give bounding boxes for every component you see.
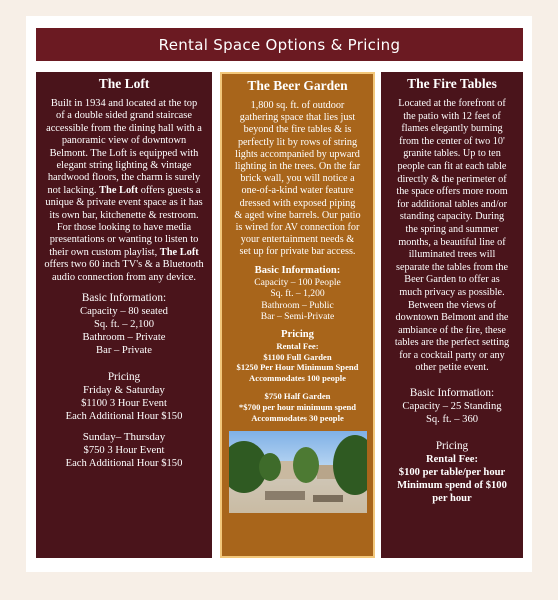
loft-weekday-extra: Each Additional Hour $150 <box>65 458 183 470</box>
loft-weekday-price: $750 3 Hour Event <box>83 445 165 457</box>
fire-tables-fee: $100 per table/per hour <box>398 467 506 479</box>
loft-capacity: Capacity – 80 seated <box>80 306 168 318</box>
beer-garden-description: 1,800 sq. ft. of outdoor gathering space that lies just beyond the fire tables & is perfectly lit by rows of string lights accompanied by upward lighting in the trees. On the far brick wall, you will notice a one-of-a-kind water feature dressed with exposed piping & aged wine barrels. Our patio is wired for AV connection for your entertainment needs & set up for private bar access. <box>234 100 361 258</box>
loft-column <box>36 72 212 558</box>
beer-garden-half-capacity: Accommodates 30 people <box>251 412 344 423</box>
loft-description: Built in 1934 and located at the top of a double sided grand staircase accessible from the dining hall with a panoramic view of downtown Belmont. The Loft is equipped with elegant string lighting & vintage hardwood floors, the charm is surely not lacking. The Loft offers guests a unique & private event space as it has its own bar, kitchenette & restroom. For those looking to have media presentations or wanting to listen to their own custom playlist, The Loft offers two 60 inch TV's & a Bluetooth audio connection from any device. <box>44 98 204 283</box>
loft-weekday-heading: Sunday– Thursday <box>82 431 166 444</box>
beer-garden-bathroom: Bathroom – Public <box>261 299 334 311</box>
beer-garden-full-price: $1100 Full Garden <box>263 351 332 362</box>
fire-tables-capacity: Capacity – 25 Standing <box>402 401 502 413</box>
beer-garden-capacity: Capacity – 100 People <box>254 276 341 288</box>
beer-garden-sqft: Sq. ft. – 1,200 <box>270 288 325 300</box>
beer-garden-full-minimum: $1250 Per Hour Minimum Spend <box>236 362 359 373</box>
fire-tables-description: Located at the forefront of the patio with 12 feet of flames elegantly burning from the center of two 10' granite tables. Up to ten people can fit at each table directly & the perimeter of the space offers more room for additional tables and/or standing capacity. During the spring and summer months, a beautiful line of illuminated trees will separate the tables from the Beer Garden to offer as much privacy as possible. Between the views of downtown Belmont and the ambiance of the fire, these tables are the perfect setting for a cocktail party or any other petite event. <box>394 98 510 374</box>
fire-tables-sqft: Sq. ft. – 360 <box>425 414 479 426</box>
beer-garden-rental-fee-heading: Rental Fee: <box>276 341 319 352</box>
fire-tables-column <box>381 72 523 558</box>
beer-garden-bar: Bar – Semi-Private <box>260 311 335 323</box>
fire-tables-minimum: Minimum spend of $100 <box>397 480 507 492</box>
beer-garden-pricing-heading: Pricing <box>281 329 314 341</box>
loft-weekend-heading: Friday & Saturday <box>83 384 165 397</box>
beer-garden-photo <box>229 431 367 513</box>
loft-pricing-heading: Pricing <box>107 371 141 384</box>
fire-tables-pricing-heading: Pricing <box>435 440 469 453</box>
flyer-page <box>26 16 532 572</box>
beer-garden-heading: The Beer Garden <box>247 78 348 93</box>
fire-tables-minimum-unit: per hour <box>432 493 472 505</box>
fire-tables-rental-fee-heading: Rental Fee: <box>425 454 479 466</box>
loft-weekend-price: $1100 3 Hour Event <box>81 398 167 410</box>
page-title: Rental Space Options & Pricing <box>36 28 523 61</box>
loft-basic-info-heading: Basic Information: <box>81 292 167 305</box>
fire-tables-basic-info-heading: Basic Information: <box>409 387 495 400</box>
beer-garden-column <box>220 72 375 558</box>
beer-garden-half-price: $750 Half Garden <box>264 391 331 402</box>
loft-bar: Bar – Private <box>96 345 152 357</box>
loft-heading: The Loft <box>98 76 150 91</box>
beer-garden-basic-info-heading: Basic Information: <box>254 264 341 276</box>
loft-weekend-extra: Each Additional Hour $150 <box>65 411 183 423</box>
loft-sqft: Sq. ft. – 2,100 <box>93 319 155 331</box>
beer-garden-full-capacity: Accommodates 100 people <box>249 372 346 383</box>
fire-tables-heading: The Fire Tables <box>407 76 497 91</box>
beer-garden-half-minimum: *$700 per hour minimum spend <box>238 401 357 412</box>
loft-bathroom: Bathroom – Private <box>82 332 166 344</box>
